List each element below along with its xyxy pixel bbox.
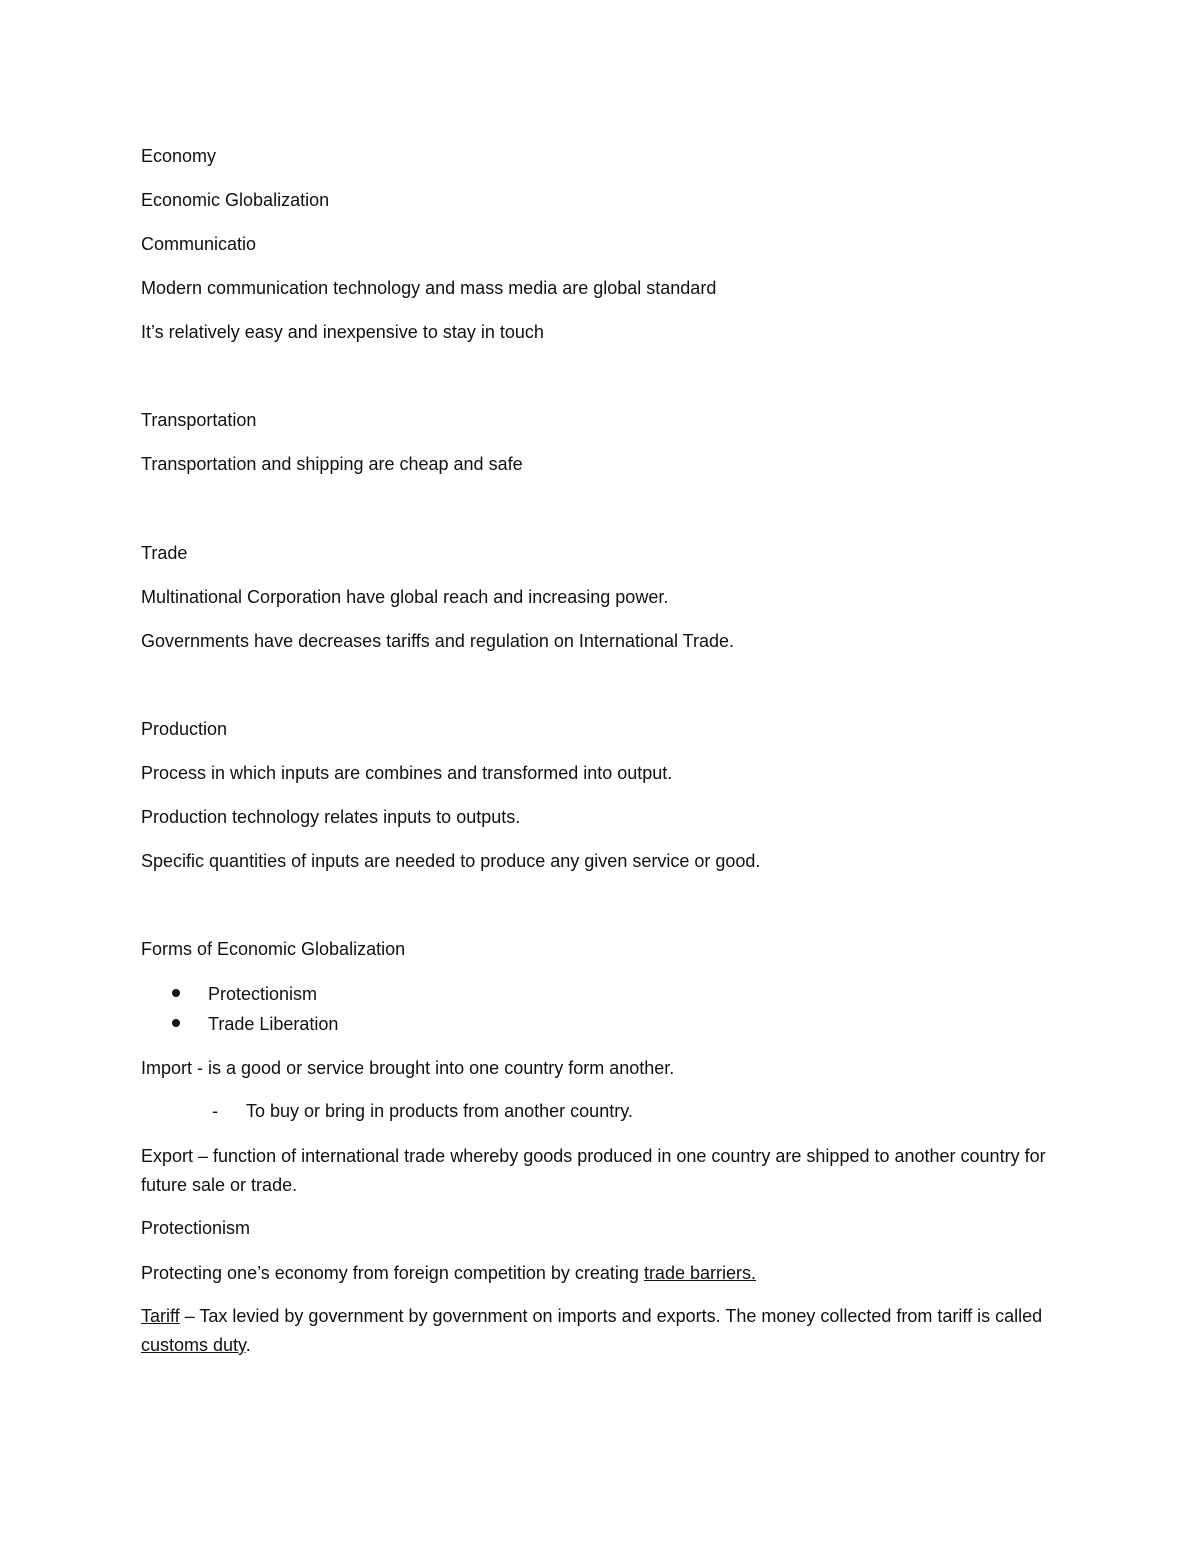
dash-marker: - [212,1101,218,1121]
paragraph-trade-2: Governments have decreases tariffs and regulation on International Trade. [141,631,735,651]
heading-production: Production [141,719,228,739]
heading-protectionism: Protectionism [141,1218,251,1238]
heading-trade: Trade [141,543,188,563]
heading-economic-globalization: Economic Globalization [141,190,330,210]
dash-list-item-label: To buy or bring in products from another country. [246,1101,633,1121]
customs-duty-link[interactable]: customs duty [141,1335,246,1355]
paragraph-production-3: Specific quantities of inputs are needed to produce any given service or good. [141,851,761,871]
protectionism-definition-text: Protecting one’s economy from foreign competition by creating [141,1263,644,1283]
list-item [172,983,317,1005]
paragraph-export-definition: Export – function of international trade whereby goods produced in one country are shipped to another country for future sale or trade. [141,1146,1046,1195]
paragraph-communication-1: Modern communication technology and mass media are global standard [141,278,717,298]
tariff-definition-text: – Tax levied by government by government on imports and exports. The money collected from tariff is called [179,1306,1043,1326]
dash-list-item [212,1100,633,1122]
paragraph-trade-1: Multinational Corporation have global reach and increasing power. [141,587,669,607]
tariff-definition-end: . [245,1335,251,1355]
heading-forms: Forms of Economic Globalization [141,939,406,959]
bullet-icon [172,989,180,997]
list-item-label: Protectionism [208,984,318,1004]
heading-transportation: Transportation [141,410,257,430]
paragraph-transportation-1: Transportation and shipping are cheap and safe [141,454,523,474]
list-item-label: Trade Liberation [208,1014,339,1034]
heading-economy: Economy [141,146,217,166]
list-item [172,1013,338,1035]
paragraph-production-1: Process in which inputs are combines and transformed into output. [141,763,673,783]
paragraph-import-definition: Import - is a good or service brought into one country form another. [141,1058,675,1078]
tariff-term-link[interactable]: Tariff [141,1306,180,1326]
paragraph-tariff-definition [141,1302,1061,1360]
heading-communication: Communicatio [141,234,257,254]
paragraph-protectionism-definition [141,1262,756,1284]
trade-barriers-link[interactable]: trade barriers. [643,1263,756,1283]
bullet-icon [172,1019,180,1027]
paragraph-communication-2: It’s relatively easy and inexpensive to stay in touch [141,322,544,342]
paragraph-production-2: Production technology relates inputs to outputs. [141,807,521,827]
